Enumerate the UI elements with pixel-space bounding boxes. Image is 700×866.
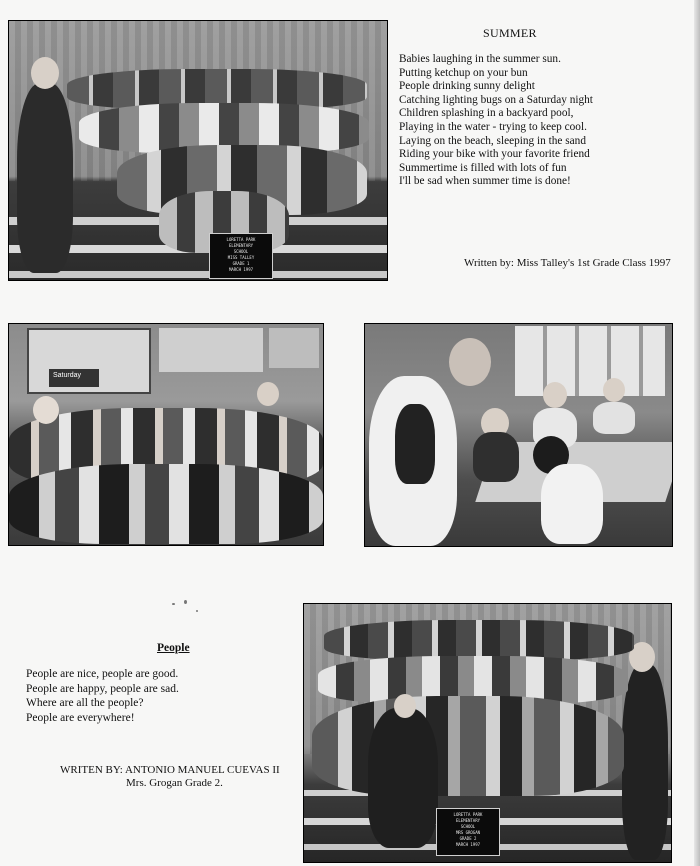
page-edge-shadow xyxy=(694,0,700,866)
poem-line: Catching lighting bugs on a Saturday night xyxy=(399,93,593,106)
poem-line: Playing in the water - trying to keep cool. xyxy=(399,120,587,133)
poem-line: Putting ketchup on your bun xyxy=(399,66,528,79)
classroom-floor-photo xyxy=(8,323,324,546)
poem-line: Summertime is filled with lots of fun xyxy=(399,161,567,174)
people-poem-credit-class: Mrs. Grogan Grade 2. xyxy=(126,777,223,789)
poem-line: People are nice, people are good. xyxy=(26,668,179,680)
teacher-helping-photo xyxy=(364,323,673,547)
class-photo-grade-1 xyxy=(8,20,388,281)
poem-line: People are happy, people are sad. xyxy=(26,682,179,695)
poem-line: People drinking sunny delight xyxy=(399,80,535,93)
people-poem-title: People xyxy=(157,642,190,654)
poem-line: Where are all the people? xyxy=(26,697,144,710)
people-poem-credit-author: WRITEN BY: ANTONIO MANUEL CUEVAS II xyxy=(60,764,280,776)
poem-line: Babies laughing in the summer sun. xyxy=(399,53,561,65)
summer-poem-credit: Written by: Miss Talley's 1st Grade Class 1997 xyxy=(464,257,671,269)
summer-poem-title: SUMMER xyxy=(483,26,537,40)
name-board: LORETTA PARK ELEMENTARY SCHOOL MISS TALLEY GRADE 1 MARCH 1997 xyxy=(209,233,273,279)
summer-poem-lines xyxy=(399,53,593,189)
name-board: LORETTA PARK ELEMENTARY SCHOOL MRS GROGAN GRADE 2 MARCH 1997 xyxy=(436,808,500,856)
calendar-label: Saturday xyxy=(53,372,82,379)
poem-line: People are everywhere! xyxy=(26,711,135,724)
people-poem-lines xyxy=(26,667,179,725)
poem-line: I'll be sad when summer time is done! xyxy=(399,175,571,188)
poem-line: Children splashing in a backyard pool, xyxy=(399,107,574,120)
class-photo-grade-2 xyxy=(303,603,672,863)
poem-line: Riding your bike with your favorite friend xyxy=(399,148,590,161)
poem-line: Laying on the beach, sleeping in the sand xyxy=(399,134,586,147)
